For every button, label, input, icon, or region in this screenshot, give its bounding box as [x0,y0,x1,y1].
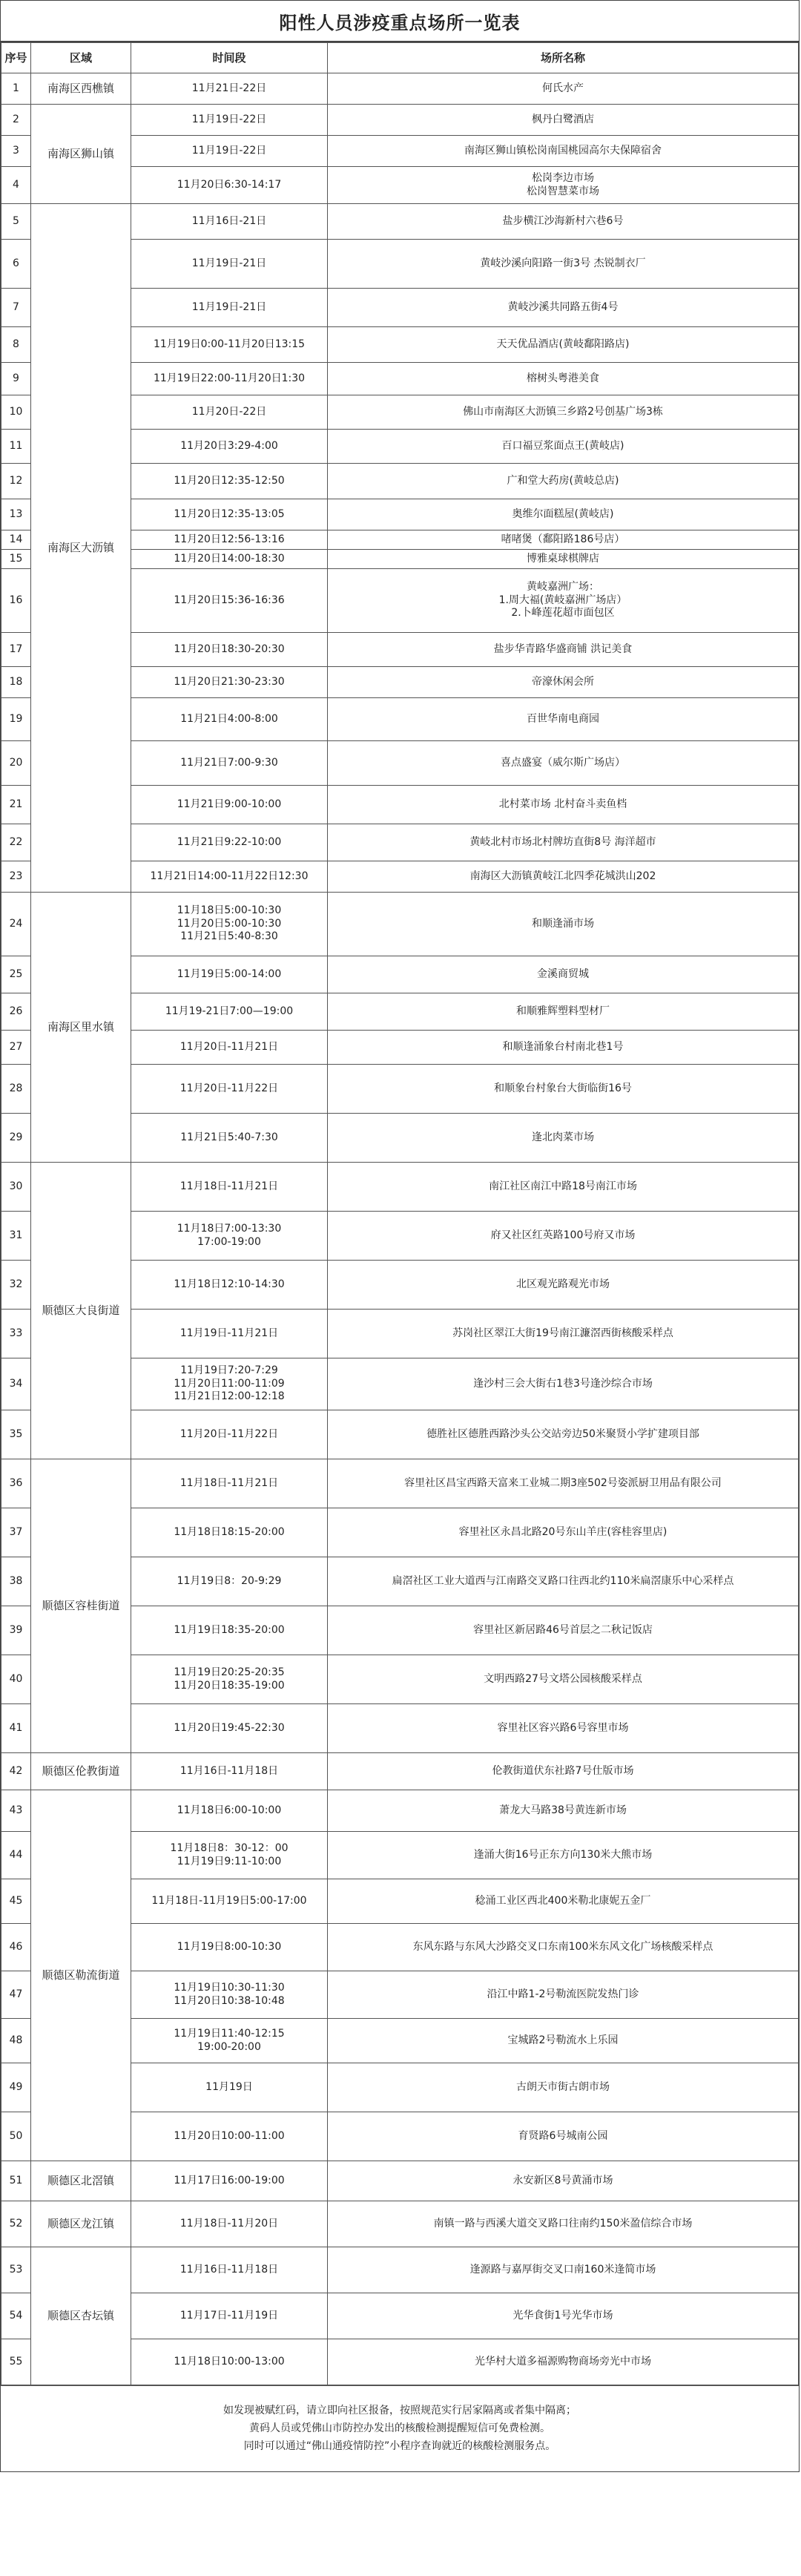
place-cell: 逢北肉菜市场 [328,1114,799,1163]
place-cell: 南海区狮山镇松岗南国桃园高尔夫保障宿舍 [328,136,799,167]
row-number: 22 [1,824,31,861]
place-cell: 府又社区红英路100号府又市场 [328,1212,799,1261]
row-number: 31 [1,1212,31,1261]
row-number: 32 [1,1261,31,1310]
time-cell: 11月18日12:10-14:30 [131,1261,328,1310]
time-cell: 11月19日-11月21日 [131,1310,328,1358]
place-cell: 光华村大道多福源购物商场旁光中市场 [328,2339,799,2385]
row-number: 27 [1,1031,31,1065]
time-cell: 11月19日-22日 [131,105,328,136]
row-number: 16 [1,569,31,633]
place-cell: 东风东路与东风大沙路交叉口东南100米东风文化广场核酸采样点 [328,1924,799,1971]
place-cell: 松岗李边市场 松岗智慧菜市场 [328,167,799,204]
time-cell: 11月19日20:25-20:35 11月20日18:35-19:00 [131,1655,328,1704]
time-cell: 11月17日-11月19日 [131,2293,328,2339]
time-cell: 11月19日10:30-11:30 11月20日10:38-10:48 [131,1971,328,2019]
table-row [1,893,799,956]
time-cell: 11月20日6:30-14:17 [131,167,328,204]
header-no: 序号 [1,43,31,73]
place-cell: 黄岐沙溪共同路五街4号 [328,289,799,327]
row-number: 15 [1,550,31,569]
place-cell: 枫丹白鹭酒店 [328,105,799,136]
table-row [1,2161,799,2201]
row-number: 13 [1,499,31,530]
time-cell: 11月16日-11月18日 [131,1753,328,1790]
row-number: 17 [1,633,31,667]
place-cell: 盐步华青路华盛商铺 洪记美食 [328,633,799,667]
time-cell: 11月21日9:00-10:00 [131,786,328,824]
place-cell: 和顺逢涌市场 [328,893,799,956]
place-cell: 北区观光路观光市场 [328,1261,799,1310]
row-number: 2 [1,105,31,136]
time-cell: 11月20日10:00-11:00 [131,2112,328,2161]
notice-text: 如发现被赋红码，请立即向社区报备，按照规范实行居家隔离或者集中隔离； 黄码人员或凭佛山市防控办发出的核酸检测提醒短信可免费检测。 同时可以通过“佛山通疫情防控”小程序查询就近的核酸检测服务点。 [1,2385,799,2471]
region-cell: 顺德区龙江镇 [31,2201,131,2247]
row-number: 29 [1,1114,31,1163]
row-number: 52 [1,2201,31,2247]
place-cell: 光华食街1号光华市场 [328,2293,799,2339]
table-row [1,1163,799,1212]
region-cell: 南海区里水镇 [31,893,131,1163]
time-cell: 11月20日-22日 [131,395,328,430]
time-cell: 11月20日12:35-12:50 [131,464,328,499]
place-cell: 沿江中路1-2号勒流医院发热门诊 [328,1971,799,2019]
time-cell: 11月18日-11月20日 [131,2201,328,2247]
place-cell: 奥维尔面糕屋(黄岐店) [328,499,799,530]
region-cell: 顺德区杏坛镇 [31,2247,131,2385]
time-cell: 11月18日7:00-13:30 17:00-19:00 [131,1212,328,1261]
row-number: 12 [1,464,31,499]
table-row [1,105,799,136]
place-cell: 宝城路2号勒流水上乐园 [328,2019,799,2063]
time-cell: 11月18日-11月19日5:00-17:00 [131,1879,328,1924]
header-row [1,43,799,73]
time-cell: 11月17日16:00-19:00 [131,2161,328,2201]
place-cell: 佛山市南海区大沥镇三乡路2号创基广场3栋 [328,395,799,430]
time-cell: 11月19日-22日 [131,136,328,167]
time-cell: 11月16日-21日 [131,204,328,240]
row-number: 53 [1,2247,31,2293]
time-cell: 11月19日8：20-9:29 [131,1557,328,1606]
place-cell: 盐步横江沙海新村六巷6号 [328,204,799,240]
place-cell: 古朗天市街古朗市场 [328,2063,799,2112]
region-cell: 顺德区大良街道 [31,1163,131,1459]
row-number: 47 [1,1971,31,2019]
place-cell: 和顺象台村象台大街临街16号 [328,1065,799,1114]
row-number: 35 [1,1410,31,1459]
region-cell: 南海区西樵镇 [31,73,131,105]
time-cell: 11月18日6:00-10:00 [131,1790,328,1832]
row-number: 38 [1,1557,31,1606]
place-cell: 黄岐沙溪向阳路一街3号 杰锐制衣厂 [328,240,799,289]
place-cell: 逢涌大街16号正东方向130米大熊市场 [328,1832,799,1879]
place-cell: 容里社区容兴路6号容里市场 [328,1704,799,1753]
time-cell: 11月18日5:00-10:30 11月20日5:00-10:30 11月21日5:40-8:30 [131,893,328,956]
row-number: 48 [1,2019,31,2063]
row-number: 34 [1,1358,31,1410]
row-number: 24 [1,893,31,956]
place-cell: 容里社区新居路46号首层之二秋记饭店 [328,1606,799,1655]
region-cell: 顺德区容桂街道 [31,1459,131,1753]
place-cell: 啫啫煲（鄱阳路186号店） [328,530,799,550]
place-cell: 南镇一路与西溪大道交叉路口往南约150米盈信综合市场 [328,2201,799,2247]
time-cell: 11月19日-21日 [131,289,328,327]
row-number: 23 [1,861,31,893]
row-number: 5 [1,204,31,240]
table-title: 阳性人员涉疫重点场所一览表 [1,1,799,42]
row-number: 6 [1,240,31,289]
time-cell: 11月18日-11月21日 [131,1163,328,1212]
place-cell: 百世华南电商园 [328,698,799,741]
time-cell: 11月21日-22日 [131,73,328,105]
row-number: 36 [1,1459,31,1508]
time-cell: 11月19日7:20-7:29 11月20日11:00-11:09 11月21日12:00-12:18 [131,1358,328,1410]
row-number: 50 [1,2112,31,2161]
row-number: 8 [1,327,31,363]
place-cell: 伦教街道伏东社路7号仕版市场 [328,1753,799,1790]
places-table [1,42,799,2385]
time-cell: 11月21日4:00-8:00 [131,698,328,741]
place-cell: 容里社区昌宝西路天富来工业城二期3座502号姿派厨卫用品有限公司 [328,1459,799,1508]
time-cell: 11月20日19:45-22:30 [131,1704,328,1753]
time-cell: 11月19日0:00-11月20日13:15 [131,327,328,363]
row-number: 21 [1,786,31,824]
time-cell: 11月19日-21日 [131,240,328,289]
time-cell: 11月20日14:00-18:30 [131,550,328,569]
time-cell: 11月21日5:40-7:30 [131,1114,328,1163]
place-cell: 百口福豆浆面点王(黄岐店) [328,430,799,464]
time-cell: 11月20日18:30-20:30 [131,633,328,667]
place-cell: 育贤路6号城南公园 [328,2112,799,2161]
header-region: 区域 [31,43,131,73]
row-number: 26 [1,993,31,1031]
row-number: 37 [1,1508,31,1557]
time-cell: 11月19日22:00-11月20日1:30 [131,363,328,395]
time-cell: 11月21日9:22-10:00 [131,824,328,861]
row-number: 28 [1,1065,31,1114]
row-number: 43 [1,1790,31,1832]
time-cell: 11月20日-11月22日 [131,1410,328,1459]
place-cell: 稔涌工业区西北400米勒北康妮五金厂 [328,1879,799,1924]
row-number: 1 [1,73,31,105]
place-cell: 逢沙村三会大街右1巷3号逢沙综合市场 [328,1358,799,1410]
place-cell: 逢源路与嘉厚街交叉口南160米逢简市场 [328,2247,799,2293]
place-cell: 萧龙大马路38号黄连新市场 [328,1790,799,1832]
table-row [1,2247,799,2293]
region-cell: 南海区狮山镇 [31,105,131,204]
time-cell: 11月21日7:00-9:30 [131,741,328,786]
place-cell: 南海区大沥镇黄岐江北四季花城洪山202 [328,861,799,893]
place-cell: 喜点盛宴（威尔斯广场店） [328,741,799,786]
time-cell: 11月21日14:00-11月22日12:30 [131,861,328,893]
row-number: 42 [1,1753,31,1790]
place-cell: 黄岐嘉洲广场： 1.周大福(黄岐嘉洲广场店） 2.卜峰莲花超市面包区 [328,569,799,633]
row-number: 18 [1,667,31,698]
time-cell: 11月16日-11月18日 [131,2247,328,2293]
row-number: 3 [1,136,31,167]
time-cell: 11月18日8：30-12：00 11月19日9:11-10:00 [131,1832,328,1879]
row-number: 10 [1,395,31,430]
region-cell: 南海区大沥镇 [31,204,131,893]
place-cell: 永安新区8号黄涌市场 [328,2161,799,2201]
place-cell: 黄岐北村市场北村牌坊直街8号 海洋超市 [328,824,799,861]
row-number: 51 [1,2161,31,2201]
place-cell: 文明西路27号文塔公园核酸采样点 [328,1655,799,1704]
place-cell: 北村菜市场 北村奋斗卖鱼档 [328,786,799,824]
place-cell: 何氏水产 [328,73,799,105]
time-cell: 11月18日18:15-20:00 [131,1508,328,1557]
time-cell: 11月18日10:00-13:00 [131,2339,328,2385]
row-number: 39 [1,1606,31,1655]
table-row [1,1753,799,1790]
header-place: 场所名称 [328,43,799,73]
place-cell: 帝濠休闲会所 [328,667,799,698]
time-cell: 11月20日12:56-13:16 [131,530,328,550]
time-cell: 11月20日21:30-23:30 [131,667,328,698]
table-row [1,2201,799,2247]
row-number: 14 [1,530,31,550]
row-number: 4 [1,167,31,204]
row-number: 33 [1,1310,31,1358]
table-row [1,204,799,240]
region-cell: 顺德区勒流街道 [31,1790,131,2161]
place-cell: 苏岗社区翠江大街19号南江濂滘西街核酸采样点 [328,1310,799,1358]
row-number: 44 [1,1832,31,1879]
table-row [1,1459,799,1508]
place-cell: 天天优品酒店(黄岐鄱阳路店) [328,327,799,363]
row-number: 19 [1,698,31,741]
time-cell: 11月20日-11月22日 [131,1065,328,1114]
time-cell: 11月18日-11月21日 [131,1459,328,1508]
row-number: 20 [1,741,31,786]
row-number: 25 [1,956,31,993]
place-cell: 和顺雅辉塑料型材厂 [328,993,799,1031]
row-number: 40 [1,1655,31,1704]
header-time: 时间段 [131,43,328,73]
row-number: 49 [1,2063,31,2112]
place-cell: 和顺逢涌象台村南北巷1号 [328,1031,799,1065]
row-number: 30 [1,1163,31,1212]
row-number: 7 [1,289,31,327]
row-number: 9 [1,363,31,395]
time-cell: 11月20日12:35-13:05 [131,499,328,530]
region-cell: 顺德区伦教街道 [31,1753,131,1790]
row-number: 55 [1,2339,31,2385]
region-cell: 顺德区北滘镇 [31,2161,131,2201]
place-cell: 容里社区永昌北路20号东山羊庄(容桂容里店) [328,1508,799,1557]
time-cell: 11月20日-11月21日 [131,1031,328,1065]
time-cell: 11月19日5:00-14:00 [131,956,328,993]
place-cell: 博雅桌球棋牌店 [328,550,799,569]
row-number: 46 [1,1924,31,1971]
place-cell: 南江社区南江中路18号南江市场 [328,1163,799,1212]
place-cell: 扁滘社区工业大道西与江南路交叉路口往西北约110米扁滘康乐中心采样点 [328,1557,799,1606]
place-cell: 榕树头粤港美食 [328,363,799,395]
place-cell: 广和堂大药房(黄岐总店) [328,464,799,499]
row-number: 45 [1,1879,31,1924]
row-number: 54 [1,2293,31,2339]
table-row [1,1790,799,1832]
time-cell: 11月19日8:00-10:30 [131,1924,328,1971]
time-cell: 11月19日 [131,2063,328,2112]
row-number: 41 [1,1704,31,1753]
place-cell: 金溪商贸城 [328,956,799,993]
row-number: 11 [1,430,31,464]
place-cell: 德胜社区德胜西路沙头公交站旁边50米聚贤小学扩建项目部 [328,1410,799,1459]
time-cell: 11月20日15:36-16:36 [131,569,328,633]
time-cell: 11月19日11:40-12:15 19:00-20:00 [131,2019,328,2063]
time-cell: 11月20日3:29-4:00 [131,430,328,464]
time-cell: 11月19日18:35-20:00 [131,1606,328,1655]
table-row [1,73,799,105]
time-cell: 11月19-21日7:00—19:00 [131,993,328,1031]
